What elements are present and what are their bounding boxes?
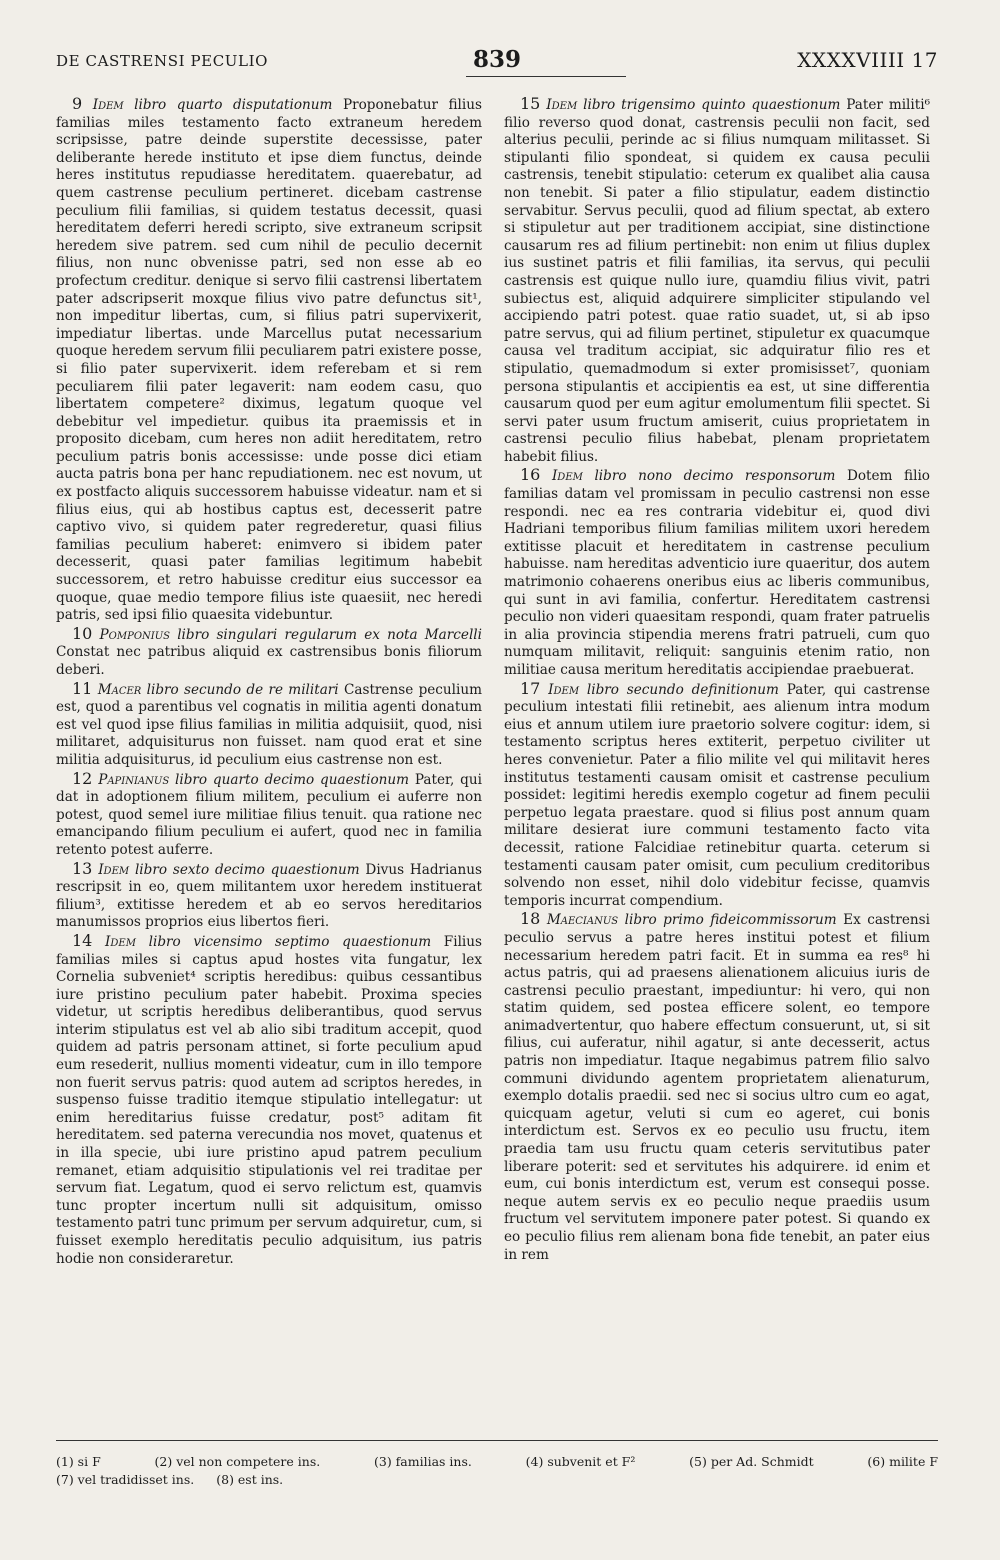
fragment-paragraph xyxy=(56,625,482,680)
fragment-source: libro quarto disputationum xyxy=(134,97,333,113)
fragment-author: Idem xyxy=(548,681,580,698)
fragment-paragraph xyxy=(56,770,482,860)
footnote: (7) vel tradidisset ins. xyxy=(56,1472,195,1487)
left-column xyxy=(56,95,482,1268)
fragment-text: Pater, qui dat in adoptionem filium militem, peculium ei auferre non potest, quod semel iure militiae filius tenuit. qua ratione nec emancipando filium peculium ei aufert, quod nec in familia retento potest auferre. xyxy=(56,771,482,858)
right-column xyxy=(504,95,930,1264)
fragment-author: Idem xyxy=(92,97,124,113)
footnote-row xyxy=(56,1453,938,1471)
header-rule xyxy=(466,76,626,77)
fragment-number: 13 xyxy=(72,858,93,878)
fragment-source: libro secundo definitionum xyxy=(586,681,779,698)
fragment-text: Proponebatur filius familias miles testamento facto extraneum heredem scripsisse, patre deinde superstite decessisse, pater deliberante herede instituto et ipse diem functus, deinde heres institutus repudiasse hereditatem. quaerebatur, ad quem castrense peculium pertineret. dicebam castrense peculium filii familias, si quidem testatus decessit, quasi hereditatem deferri heredi scripto, sive extraneum scripsit heredem sive patrem. sed cum nihil de peculio decernit filius, non nunc obvenisse patri, sed non esse ab eo profectum creditur. denique si servo filii castrensi libertatem pater adscripserit moxque filius vivo patre defunctus sit¹, non impeditur libertas, cum, si filius patri supervixerit, impediatur libertas. unde Marcellus putat necessarium quoque heredem servum filii peculiarem patri existere posse, si filio pater supervixerit. idem referebam et si rem peculiarem filii pater legaverit: nam eodem casu, quo libertatem competere² diximus, legatum quoque vel debebitur vel impedietur. quibus ita praemissis et in proposito dicebam, cum heres non adiit hereditatem, retro peculium patris bonis accessisse: unde posse dici etiam aucta patris bona per hanc repudiationem. nec est novum, ut ex postfacto aliquis successorem habuisse videatur. nam et si filius eius, qui ab hostibus captus est, decesserit patre captivo vivo, si quidem pater regrederetur, quasi filius familias peculium haberet: enimvero si ibidem pater decesserit, quasi pater familias legitimum habebit successorem, et retro habuisse creditur eius successor ea quoque, quae medio tempore filius iste quaesiit, nec heredi patris, sed ipsi filio quaesita videbuntur. xyxy=(56,97,482,624)
footnote: (4) subvenit et F² xyxy=(525,1454,636,1469)
footnote: (2) vel non competere ins. xyxy=(154,1454,321,1469)
header-title: DE CASTRENSI PECULIO xyxy=(56,52,269,70)
fragment-paragraph xyxy=(56,860,482,932)
fragment-text: Ex castrensi peculio servus a patre heres institui potest et filium necessarium heredem patri facit. Et in summa ea res⁸ hi actus patris, qui ad praesens alienationem alicuius iuris de castrensi peculio praestant, impediuntur: hi vero, qui non statim quidem, sed postea efficere solent, eo tempore animadvertentur, quo habere effectum consuerunt, ut, si sit filius, cui auferatur, nihil agatur, si ante decesserit, actus patris non impediatur. Itaque negabimus patrem filio salvo communi dividundo agentem proprietatem alienaturum, exemplo dotalis praedii. sed nec si socius ultro cum eo agat, quicquam agetur, veluti si cum eo ageret, cui bonis interdictum est. Servos ex eo peculio usu fructu, item praedia tam usu fructu quam ceteris servitutibus pater liberare poterit: sed et servitutes his adquirere. id enim et eum, cui bonis interdictum est, verum est consequi posse. neque autem servis ex eo peculio neque praediis usum fructum vel servitutem imponere pater potest. Si quando ex eo peculio filius rem alienam bona fide tenebit, an pater eius in rem xyxy=(504,912,930,1263)
fragment-author: Macer xyxy=(97,681,142,698)
fragment-author: Idem xyxy=(551,468,583,485)
fragment-author: Papinianus xyxy=(98,771,170,788)
fragment-text: Pater, qui castrense peculium intestati filii retinebit, aes alienum intra modum eius et annum utilem iure praetorio solvere cogitur: idem, si testamento scriptus heres extiterit, perpetuo civiliter ut heres convenietur. Pater a filio milite vel qui militavit heres institutus testamenti causam omisit et castrense peculium possidet: legitimi heredis exemplo cogetur ad finem peculii perpetuo legata praestare. quod si filius post annum quam militare desierat iure communi testamento facto vita decessit, ratione Falcidiae retinebitur quarta. ceterum si testamenti causam pater omisit, cum peculium creditoribus solvendo non esset, nihil dolo videbitur fecisse, quamvis temporis incurrat compendium. xyxy=(504,681,931,909)
fragment-source: libro primo fideicommissorum xyxy=(624,912,837,929)
fragment-author: Idem xyxy=(546,97,578,113)
fragment-paragraph xyxy=(56,932,482,1268)
fragment-author: Idem xyxy=(105,933,136,950)
fragment-number: 10 xyxy=(72,623,93,643)
fragment-text: Castrense peculium est, quod a parentibus vel cognatis in militia agenti donatum est vel quod ipse filius familias in militia adquisiit, quod, nisi militaret, adquisiturus non fuisset. nam quod erat et sine militia adquisiturus, id peculium eius castrense non est. xyxy=(56,681,483,768)
fragment-paragraph xyxy=(504,95,930,466)
fragment-paragraph xyxy=(504,466,930,679)
fragment-number: 15 xyxy=(520,94,541,113)
footnote: (6) milite F xyxy=(867,1454,938,1469)
fragment-text: Pater militi⁶ filio reverso quod donat, castrensis peculii non facit, sed alterius peculii, perinde ac si filius numquam militasset. Si stipulanti filio spondeat, si quidem ex causa peculii castrensis, tenebit stipulatio: ceterum ex qualibet alia causa non tenebit. Si pater a filio stipulatur, eadem distinctio servabitur. Servus peculii, quod ad filium spectat, ab extero si stipuletur aut per traditionem accipiat, sine distinctione causarum res ad filium pertinebit: non enim ut filius duplex ius sustinet patris et filii familias, ita servus, qui peculii castrensis est quique nullo iure, quamdiu filius vivit, patri subiectus est, aliquid adquirere simpliciter stipulando vel accipiendo patri potest. quae ratio suadet, ut, si ab ipso patre servus, qui ad filium pertinet, stipuletur ex quacumque causa vel traditum accipiat, sic adquiratur filio res et stipulatio, quemadmodum si exter promisisset⁷, quoniam persona stipulantis et accipientis ea est, ut sine differentia causarum quod per eum agitur emolumentum filii spectet. Si servi pater usum fructum amiserit, cuius proprietatem in castrensi peculio filius habebat, plenam proprietatem habebit filius. xyxy=(504,97,931,465)
fragment-source: libro quarto decimo quaestionum xyxy=(175,771,410,788)
footnote: (8) est ins. xyxy=(216,1472,284,1487)
fragment-number: 16 xyxy=(520,465,541,485)
fragment-source: libro secundo de re militari xyxy=(146,681,339,698)
fragment-author: Pomponius xyxy=(99,626,171,643)
fragment-paragraph xyxy=(56,95,482,625)
fragment-source: libro trigensimo quinto quaestionum xyxy=(583,97,841,113)
fragment-paragraph xyxy=(504,910,930,1264)
fragment-number: 9 xyxy=(72,94,83,113)
footnote: (3) familias ins. xyxy=(373,1454,472,1469)
fragment-text: Divus Hadrianus rescripsit in eo, quem militantem uxor heredem instituerat filium³, extitisse heredem et ab eo servos hereditarios manumissos proprios eius libertos fieri. xyxy=(56,861,482,931)
running-header xyxy=(56,44,938,78)
book-title-number: XXXXVIIII 17 xyxy=(797,48,938,72)
footnotes xyxy=(56,1440,938,1489)
fragment-paragraph xyxy=(56,680,482,770)
footnote-row xyxy=(56,1471,938,1489)
fragment-source: libro vicensimo septimo quaestionum xyxy=(148,933,432,950)
fragment-paragraph xyxy=(504,680,930,911)
fragment-author: Maecianus xyxy=(546,912,619,929)
fragment-source: libro nono decimo responsorum xyxy=(594,468,836,485)
fragment-number: 18 xyxy=(520,909,541,929)
fragment-source: libro sexto decimo quaestionum xyxy=(134,861,360,878)
footnote: (1) si F xyxy=(56,1454,101,1469)
fragment-number: 14 xyxy=(72,930,93,950)
page-number: 839 xyxy=(472,46,521,73)
fragment-number: 17 xyxy=(520,678,541,698)
fragment-text: Dotem filio familias datam vel promissam in peculio castrensi non esse respondi. nec ea res contraria videbitur ei, quod divi Hadriani temporibus filium familias militem uxori heredem extitisse placuit et hereditatem in castrense peculium habuisse. nam hereditas adventicio iure quaeritur, dos autem matrimonio cohaerens oneribus eius ac liberis communibus, qui sunt in avi familia, confertur. Hereditatem castrensi peculio non videri quaesitam respondi, quam frater patruelis in alia provincia stipendia merens fratri patrueli, cum quo numquam militavit, reliquit: sanguinis etenim ratio, non militiae causa meritum hereditatis accipiendae praebuerat. xyxy=(504,468,930,678)
fragment-number: 12 xyxy=(72,768,93,788)
fragment-number: 11 xyxy=(72,678,93,698)
fragment-text: Constat nec patribus aliquid ex castrensibus bonis filiorum deberi. xyxy=(56,644,482,678)
fragment-source: libro singulari regularum ex nota Marcelli xyxy=(177,626,482,643)
fragment-text: Filius familias miles si captus apud hostes vita fungatur, lex Cornelia subveniet⁴ scriptis heredibus: quibus cessantibus iure pristino peculium pater habebit. Proxima species videtur, ut scriptis heredibus deliberantibus, quod servus interim stipulatus est vel ab alio sibi traditum accepit, quod quidem ad patris personam attinet, si forte peculium apud eum resederit, nullius momenti videatur, cum in illo tempore non fuerit servus patris: quod autem ad scriptos heredes, in suspenso fuisse traditio itemque stipulatio intellegatur: ut enim hereditarius fuisse credatur, post⁵ aditam fit hereditatem. sed paterna verecundia nos movet, quatenus et in illa specie, ubi iure pristino apud patrem peculium remanet, etiam adquisitio stipulationis vel rei traditae per servum fiat. Legatum, quod ei servo relictum est, quamvis tunc propter incertum nulli sit adquisitum, omisso testamento patri tunc primum per servum adquiretur, cum, si fuisset exemplo hereditatis peculio adquisitum, ius patris hodie non consideraretur. xyxy=(56,933,483,1267)
fragment-author: Idem xyxy=(98,861,130,878)
footnote: (5) per Ad. Schmidt xyxy=(689,1454,814,1469)
